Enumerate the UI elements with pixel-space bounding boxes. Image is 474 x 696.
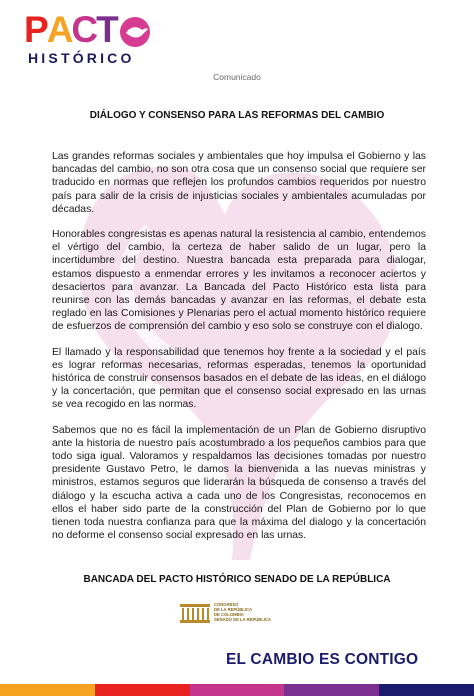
pacto-historico-logo (22, 10, 162, 72)
congreso-line: CONGRESO (214, 602, 239, 607)
paragraph: Honorables congresistas es apenas natural la resistencia al cambio, entendemos el vértigo del cambio, la certeza de haber salido de un lugar, pero la incertidumbre del destino. Nuestra bancada esta preparada para dialogar, estamos dispuesto a enmendar errores y les invitamos a reconocer aciertos y desaciertos para avanzar. La Bancada del Pacto Histórico esta lista para reunirse con las demás bancadas y avanzar en las reformas, el debate esta reglado en las Comisiones y Plenarias pero el actual momento histórico requiere de esfuerzos de comprensión del cambio y eso solo se construye con el dialogo. (52, 229, 426, 333)
document-body (52, 150, 426, 554)
congreso-line: SENADO DE LA REPÚBLICA (214, 617, 272, 622)
logo-letter: T (96, 9, 117, 50)
stripe-segment (379, 684, 474, 696)
page-title: DIÁLOGO Y CONSENSO PARA LAS REFORMAS DEL CAMBIO (89, 110, 385, 121)
paragraph: El llamado y la responsabilidad que tenemos hoy frente a la sociedad y el país es lograr reformas necesarias, reformas esperadas, tenemos la oportunidad histórica de construir consensos basados en el debate de las ideas, en el diálogo y la concertación, que permitan que el consenso social expresado en las urnas se vea recogido en las normas. (52, 346, 426, 411)
congreso-line: DE COLOMBIA (214, 612, 244, 617)
stripe-segment (284, 684, 379, 696)
capitol-icon (178, 598, 212, 626)
logo-subtitle: HISTÓRICO (28, 50, 135, 66)
slogan: EL CAMBIO ES CONTIGO (226, 651, 419, 668)
signature: BANCADA DEL PACTO HISTÓRICO SENADO DE LA REPÚBLICA (83, 574, 391, 585)
stripe-segment (95, 684, 190, 696)
logo-letter: P (24, 9, 47, 50)
stripe-segment (190, 684, 285, 696)
congreso-text (214, 602, 271, 622)
stripe-segment (0, 684, 95, 696)
color-stripe (0, 684, 474, 696)
document-label: Comunicado (213, 72, 261, 82)
logo-letter: C (71, 9, 97, 50)
dove-heart-icon (118, 16, 152, 48)
paragraph: Sabemos que no es fácil la implementación de un Plan de Gobierno disruptivo ante la historia de nuestro país acostumbrado a los pequeños cambios para que todo siga igual. Valoramos y respaldamos las decisiones tomadas por nuestro presidente Gustavo Petro, le damos la bienvenida a las nuevas ministras y ministros, estamos seguros que liderarán la búsqueda de consenso a través del diálogo y la escucha activa a cada uno de los Congresistas, reconocemos en ellos el haber sido parte de la construcción del Plan de Gobierno por lo que tienen toda nuestra confianza para que la máxima del dialogo y la concertación no deforme el consenso social expresado en las urnas. (52, 424, 426, 542)
logo-letter: A (46, 9, 72, 50)
congreso-line: DE LA REPÚBLICA (214, 607, 252, 612)
congreso-logo (178, 598, 288, 628)
paragraph: Las grandes reformas sociales y ambientales que hoy impulsa el Gobierno y las bancadas del cambio, no son otra cosa que un consenso social que requiere ser traducido en normas que reflejen los profundos cambios requeridos por nuestro país para salir de la crisis de injusticias sociales y ambientales acumuladas por décadas. (52, 151, 426, 215)
